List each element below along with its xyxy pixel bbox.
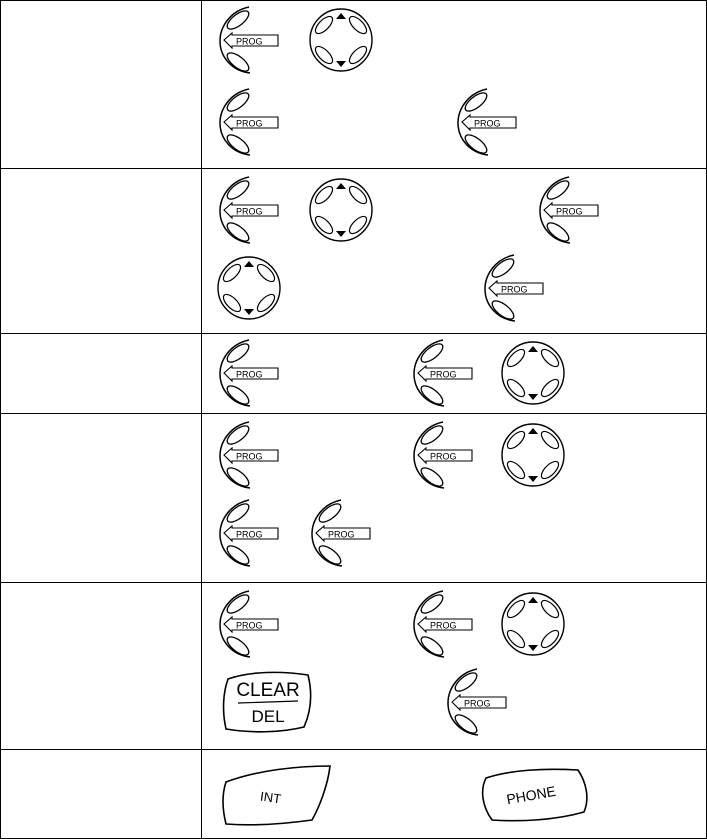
prog-label: PROG <box>236 529 263 540</box>
prog-key-icon[interactable] <box>216 589 286 659</box>
prog-label: PROG <box>464 698 491 709</box>
prog-key-icon[interactable] <box>216 338 286 408</box>
del-label: DEL <box>251 707 285 726</box>
step-label-cell <box>0 334 201 413</box>
prog-label: PROG <box>430 451 457 462</box>
prog-key-icon[interactable] <box>410 589 480 659</box>
prog-key-icon[interactable] <box>454 87 524 157</box>
prog-key-icon[interactable] <box>216 5 286 75</box>
step-label-cell <box>0 583 201 749</box>
nav-pad-icon[interactable] <box>500 340 566 406</box>
step-keys-cell <box>202 750 707 838</box>
prog-label: PROG <box>236 369 263 380</box>
nav-pad-icon[interactable] <box>500 591 566 657</box>
step-label-cell <box>0 169 201 333</box>
prog-label: PROG <box>430 369 457 380</box>
phone-key-icon[interactable] <box>474 764 594 828</box>
prog-label: PROG <box>236 451 263 462</box>
prog-key-icon[interactable] <box>410 338 480 408</box>
prog-label: PROG <box>328 529 355 540</box>
prog-key-icon[interactable] <box>444 667 514 737</box>
prog-label: PROG <box>474 118 501 129</box>
prog-key-icon[interactable] <box>216 87 286 157</box>
step-label-cell <box>0 1 201 168</box>
prog-key-icon[interactable] <box>410 420 480 490</box>
step-keys-cell <box>202 334 707 413</box>
nav-pad-icon[interactable] <box>500 422 566 488</box>
clear-label: CLEAR <box>236 680 300 701</box>
step-keys-cell <box>202 169 707 333</box>
step-keys-cell <box>202 414 707 582</box>
nav-pad-icon[interactable] <box>216 255 282 321</box>
prog-label: PROG <box>501 284 528 295</box>
prog-label: PROG <box>236 620 263 631</box>
step-label-cell <box>0 414 201 582</box>
prog-label: PROG <box>236 36 263 47</box>
step-keys-cell <box>202 1 707 168</box>
prog-key-icon[interactable] <box>308 498 378 568</box>
prog-key-icon[interactable] <box>216 420 286 490</box>
clear-del-key-icon[interactable] <box>220 669 316 735</box>
prog-label: PROG <box>556 206 583 217</box>
nav-pad-icon[interactable] <box>308 177 374 243</box>
int-label: INT <box>259 788 283 807</box>
phone-label: PHONE <box>505 782 558 808</box>
nav-pad-icon[interactable] <box>308 7 374 73</box>
int-key-icon[interactable] <box>220 762 334 828</box>
prog-key-icon[interactable] <box>536 175 606 245</box>
prog-label: PROG <box>236 206 263 217</box>
step-keys-cell <box>202 583 707 749</box>
step-label-cell <box>0 750 201 838</box>
prog-label: PROG <box>430 620 457 631</box>
prog-label: PROG <box>236 118 263 129</box>
prog-key-icon[interactable] <box>481 253 551 323</box>
prog-key-icon[interactable] <box>216 498 286 568</box>
prog-key-icon[interactable] <box>216 175 286 245</box>
